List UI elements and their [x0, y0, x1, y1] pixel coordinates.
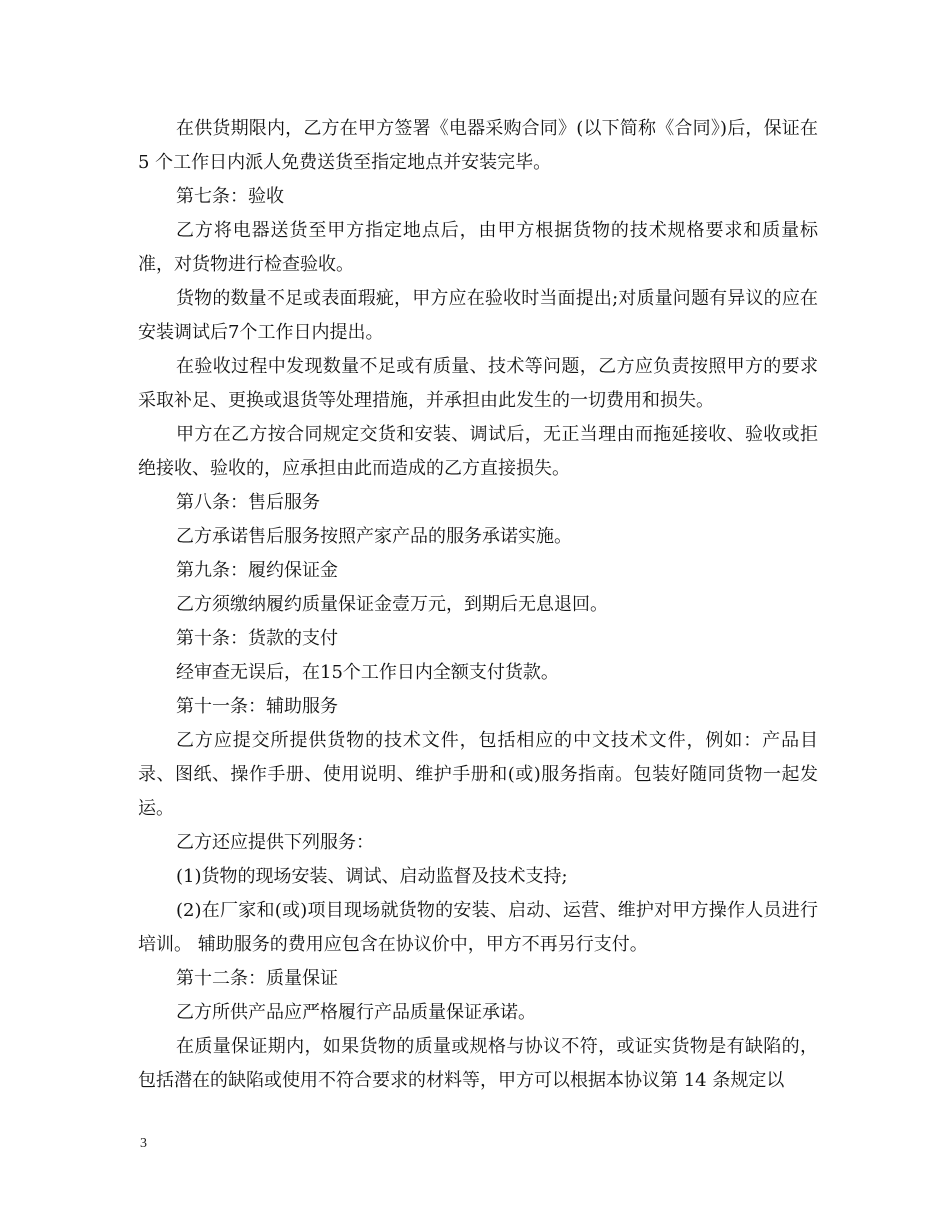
page-number: 3	[140, 1136, 147, 1151]
section-heading: 第七条：验收	[176, 186, 284, 207]
paragraph: 乙方所供产品应严格履行产品质量保证承诺。	[176, 1002, 536, 1023]
paragraph: 经审查无误后，在15个工作日内全额支付货款。	[176, 662, 559, 683]
paragraph: 货物的数量不足或表面瑕疵，甲方应在验收时当面提出;对质量问题有异议的应在安装调试后7个工作日内提出。	[138, 288, 818, 343]
paragraph: 乙方还应提供下列服务：	[176, 832, 374, 853]
list-item: (1)货物的现场安装、调试、启动监督及技术支持;	[176, 866, 568, 887]
paragraph: 乙方将电器送货至甲方指定地点后，由甲方根据货物的技术规格要求和质量标准，对货物进行检查验收。	[138, 220, 818, 275]
section-heading: 第十条：货款的支付	[176, 628, 338, 649]
list-item: (2)在厂家和(或)项目现场就货物的安装、启动、运营、维护对甲方操作人员进行培训。 辅助服务的费用应包含在协议价中，甲方不再另行支付。	[138, 900, 818, 955]
paragraph: 甲方在乙方按合同规定交货和安装、调试后，无正当理由而拖延接收、验收或拒绝接收、验收的，应承担由此而造成的乙方直接损失。	[138, 424, 818, 479]
paragraph: 乙方承诺售后服务按照产家产品的服务承诺实施。	[176, 526, 572, 547]
document-body	[138, 112, 818, 1098]
paragraph: 在供货期限内，乙方在甲方签署《电器采购合同》(以下简称《合同》)后，保证在 5 个工作日内派人免费送货至指定地点并安装完毕。	[138, 118, 818, 173]
section-heading: 第十一条：辅助服务	[176, 696, 338, 717]
section-heading: 第十二条：质量保证	[176, 968, 338, 989]
paragraph: 乙方须缴纳履约质量保证金壹万元，到期后无息退回。	[176, 594, 608, 615]
section-heading: 第九条：履约保证金	[176, 560, 338, 581]
paragraph: 在验收过程中发现数量不足或有质量、技术等问题，乙方应负责按照甲方的要求采取补足、更换或退货等处理措施，并承担由此发生的一切费用和损失。	[138, 356, 818, 411]
paragraph: 在质量保证期内，如果货物的质量或规格与协议不符，或证实货物是有缺陷的，包括潜在的缺陷或使用不符合要求的材料等，甲方可以根据本协议第 14 条规定以	[138, 1036, 818, 1091]
section-heading: 第八条：售后服务	[176, 492, 320, 513]
paragraph: 乙方应提交所提供货物的技术文件，包括相应的中文技术文件，例如：产品目录、图纸、操作手册、使用说明、维护手册和(或)服务指南。包装好随同货物一起发运。	[138, 730, 818, 819]
